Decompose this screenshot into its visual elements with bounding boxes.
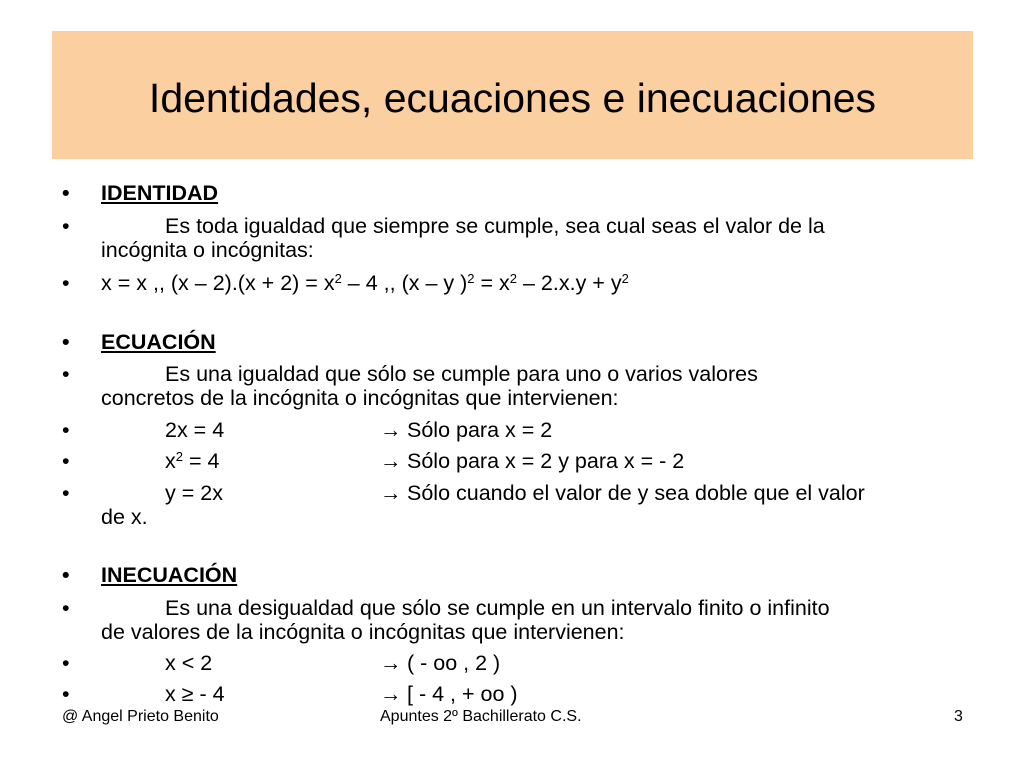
bullet: • xyxy=(62,181,70,205)
inecuacion-example-2-right: [ - 4 , + oo ) xyxy=(407,682,518,706)
ecuacion-example-3-cont-text: de x. xyxy=(101,505,148,529)
bullet: • xyxy=(62,418,70,442)
ecuacion-example-1-left: 2x = 4 xyxy=(165,418,225,442)
identidad-heading: IDENTIDAD xyxy=(101,181,219,205)
footer-course: Apuntes 2º Bachillerato C.S. xyxy=(380,708,582,725)
title-banner xyxy=(52,31,973,159)
bullet: • xyxy=(62,481,70,505)
ecuacion-definition-line1: Es una igualdad que sólo se cumple para uno o varios valores xyxy=(165,362,758,386)
arrow-icon: → xyxy=(380,418,402,442)
footer-author: @ Angel Prieto Benito xyxy=(62,708,219,725)
inecuacion-definition-line2: de valores de la incógnita o incógnitas que intervienen: xyxy=(101,620,625,644)
inecuacion-example-1-right: ( - oo , 2 ) xyxy=(407,651,501,675)
ecuacion-heading: ECUACIÓN xyxy=(101,330,216,354)
bullet: • xyxy=(62,449,70,473)
bullet: • xyxy=(62,214,70,238)
ecuacion-definition-line2: concretos de la incógnita o incógnitas que intervienen: xyxy=(101,386,619,410)
bullet: • xyxy=(62,596,70,620)
ecuacion-example-2-left: $x^2 = 4$ xyxy=(165,449,220,473)
ecuacion-example-2-right: Sólo para x = 2 y para x = - 2 xyxy=(407,449,685,473)
footer-page-number: 3 xyxy=(954,708,963,725)
bullet: • xyxy=(62,651,70,675)
inecuacion-definition-line1: Es una desigualdad que sólo se cumple en un intervalo finito o infinito xyxy=(165,596,830,620)
arrow-icon: → xyxy=(380,481,402,505)
inecuacion-heading: INECUACIÓN xyxy=(101,563,238,587)
identidad-example: x = x ,, $(x - 2).(x + 2) = x^2 - 4$ ,, (x – y )$^2 = x^2 - 2.x.y + y^2$ xyxy=(101,271,629,295)
bullet: • xyxy=(62,362,70,386)
slide-title: Identidades, ecuaciones e inecuaciones xyxy=(148,74,877,121)
bullet: • xyxy=(62,682,70,706)
ecuacion-example-1-right: Sólo para x = 2 xyxy=(407,418,553,442)
arrow-icon: → xyxy=(380,682,402,706)
bullet: • xyxy=(62,563,70,587)
ecuacion-example-3-left: y = 2x xyxy=(165,481,223,505)
inecuacion-example-1-left: x < 2 xyxy=(165,651,213,675)
identidad-definition-line1: Es toda igualdad que siempre se cumple, sea cual seas el valor de la xyxy=(165,214,825,238)
arrow-icon: → xyxy=(380,651,402,675)
arrow-icon: → xyxy=(380,449,402,473)
identidad-definition-line2: incógnita o incógnitas: xyxy=(101,238,314,262)
bullet: • xyxy=(62,330,70,354)
ecuacion-example-3-right: Sólo cuando el valor de y sea doble que el valor xyxy=(407,481,865,505)
inecuacion-example-2-left: x ≥ - 4 xyxy=(165,682,225,706)
bullet: • xyxy=(62,271,70,295)
